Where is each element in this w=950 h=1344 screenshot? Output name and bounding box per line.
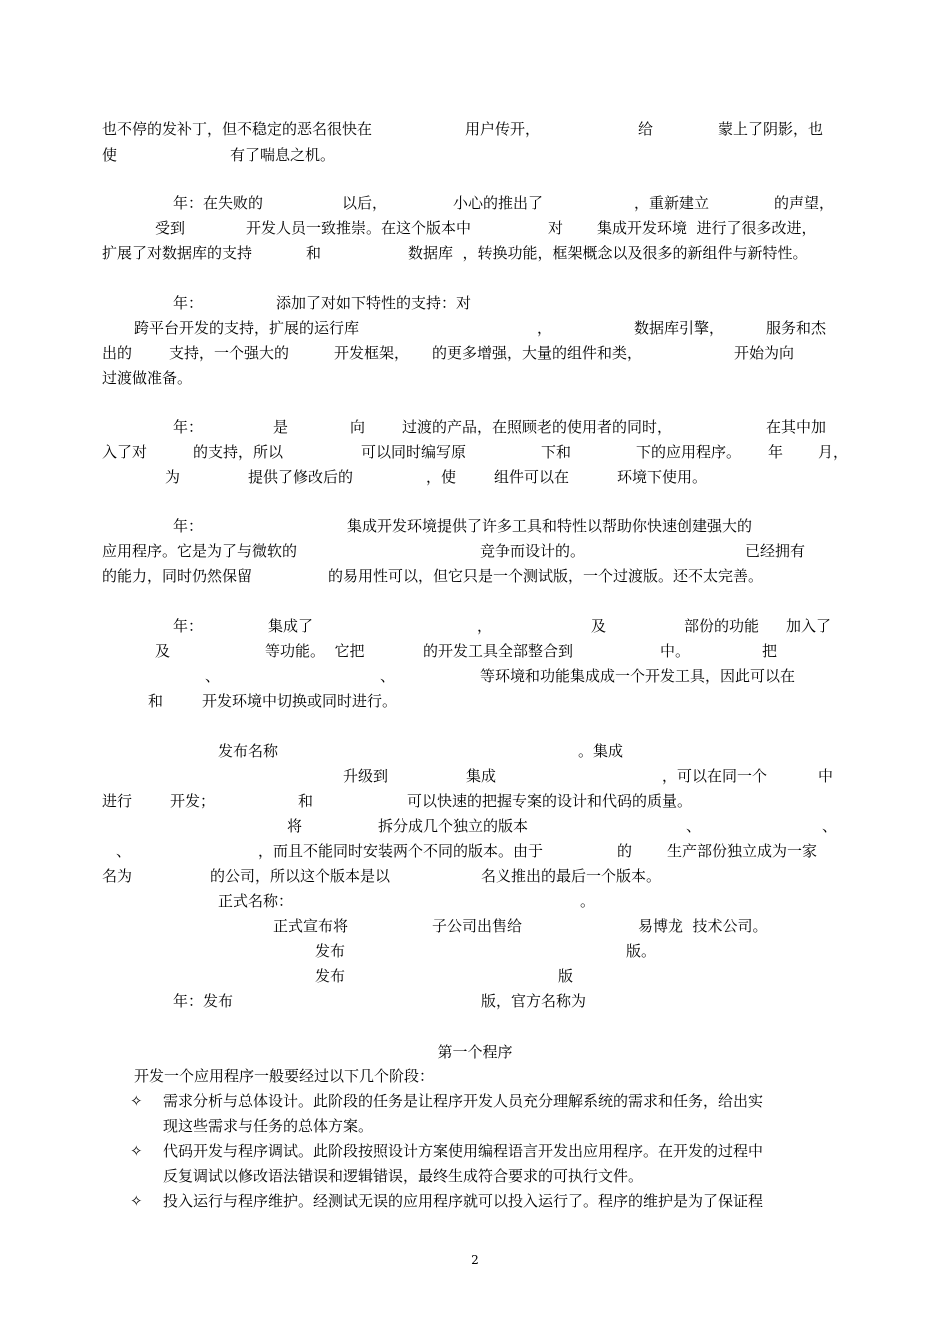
text-fragment: 给 (638, 120, 654, 138)
text-fragment: 中。 (660, 642, 691, 660)
bullet-text: 投入运行与程序维护。经测试无误的应用程序就可以投入运行了。程序的维护是为了保证程 (163, 1192, 764, 1210)
text-fragment: ，可以在同一个 (662, 767, 768, 785)
text-fragment: 的支持，所以 (193, 443, 284, 461)
text-fragment: 可以快速的把握专案的设计和代码的质量。 (407, 792, 693, 810)
text-fragment: 等环境和功能集成成一个开发工具，因此可以在 (480, 667, 796, 685)
text-fragment: 小心的推出了 (453, 194, 544, 212)
text-fragment: 蒙上了阴影，也 (718, 120, 824, 138)
text-fragment: 下和 (541, 443, 572, 461)
text-fragment: ， (477, 617, 493, 635)
text-fragment: 的易用性可以，但它只是一个测试版，一个过渡版。还不太完善。 (328, 567, 764, 585)
text-fragment: 应用程序。它是为了与微软的 (102, 542, 298, 560)
text-fragment: 入了对 (102, 443, 148, 461)
text-fragment: ，而且不能同时安装两个不同的版本。由于 (258, 842, 544, 860)
text-fragment: 过渡的产品，在照顾老的使用者的同时， (402, 418, 673, 436)
text-fragment: 已经拥有 (745, 542, 806, 560)
text-fragment: 进行 (102, 792, 133, 810)
bullet-text: 反复调试以修改语法错误和逻辑错误，最终生成符合要求的可执行文件。 (163, 1167, 644, 1185)
text-fragment: 受到 (155, 219, 186, 237)
text-fragment: 跨平台开发的支持，扩展的运行库 (134, 319, 360, 337)
text-fragment: 及 (591, 617, 607, 635)
bullet-icon: ✧ (130, 1092, 143, 1110)
text-fragment: 竞争而设计的。 (480, 542, 586, 560)
text-fragment: 、 (380, 667, 396, 685)
page-number: 2 (471, 1253, 479, 1267)
text-fragment: 用户传开， (465, 120, 541, 138)
bullet-icon: ✧ (130, 1142, 143, 1160)
text-fragment: 版，官方名称为 (481, 992, 587, 1010)
text-fragment: 年： (173, 617, 204, 635)
text-fragment: 的公司，所以这个版本是以 (210, 867, 391, 885)
text-fragment: ，使 (426, 468, 457, 486)
text-fragment: 发布名称 (218, 742, 279, 760)
intro-line: 开发一个应用程序一般要经过以下几个阶段： (134, 1067, 435, 1085)
text-fragment: 可以同时编写原 (361, 443, 467, 461)
text-fragment: 集成开发环境 进行了很多改进， (597, 219, 817, 237)
text-fragment: 名为 (102, 867, 133, 885)
text-fragment: 出的 (102, 344, 133, 362)
text-fragment: 使 (102, 146, 118, 164)
text-fragment: 部份的功能 (684, 617, 760, 635)
text-fragment: 添加了对如下特性的支持：对 (276, 294, 472, 312)
text-fragment: 对 (548, 219, 564, 237)
text-fragment: 易博龙 技术公司。 (638, 917, 768, 935)
text-fragment: 发布 (315, 942, 346, 960)
text-fragment: 集成开发环境提供了许多工具和特性以帮助你快速创建强大的 (347, 517, 753, 535)
text-fragment: 、 (686, 817, 702, 835)
bullet-text: 代码开发与程序调试。此阶段按照设计方案使用编程语言开发出应用程序。在开发的过程中 (163, 1142, 764, 1160)
text-fragment: 和 (298, 792, 314, 810)
text-fragment: 正式名称： (218, 892, 294, 910)
text-fragment: 。集成 (578, 742, 624, 760)
text-fragment: 正式宣布将 (273, 917, 349, 935)
text-fragment: 是 (273, 418, 289, 436)
text-fragment: 的声望， (774, 194, 835, 212)
text-fragment: 把 (762, 642, 778, 660)
text-fragment: 、 (822, 817, 838, 835)
text-fragment: 下的应用程序。 (636, 443, 742, 461)
text-fragment: 等功能。 它把 (265, 642, 365, 660)
text-fragment: 扩展了对数据库的支持 (102, 244, 253, 262)
text-fragment: 向 (350, 418, 366, 436)
text-fragment: 、 (205, 667, 221, 685)
text-fragment: 子公司出售给 (432, 917, 523, 935)
text-fragment: 版 (558, 967, 574, 985)
text-fragment: 开发环境中切换或同时进行。 (202, 692, 398, 710)
text-fragment: 中 (818, 767, 834, 785)
text-fragment: 月， (818, 443, 849, 461)
text-fragment: 和 (148, 692, 164, 710)
text-fragment: 过渡做准备。 (102, 369, 193, 387)
text-fragment: 版。 (626, 942, 657, 960)
text-fragment: 年： (173, 418, 204, 436)
text-fragment: 以后， (342, 194, 388, 212)
bullet-text: 需求分析与总体设计。此阶段的任务是让程序开发人员充分理解系统的需求和任务，给出实 (163, 1092, 764, 1110)
text-fragment: 开始为向 (734, 344, 795, 362)
text-fragment: 年：发布 (173, 992, 234, 1010)
text-fragment: 有了喘息之机。 (230, 146, 336, 164)
text-fragment: 将 (287, 817, 303, 835)
text-fragment: 数据库 ，转换功能，框架概念以及很多的新组件与新特性。 (408, 244, 808, 262)
text-fragment: 数据库引擎， (634, 319, 725, 337)
text-fragment: 加入了 (786, 617, 832, 635)
text-fragment: 年 (768, 443, 784, 461)
text-fragment: ， (537, 319, 553, 337)
text-fragment: 组件可以在 (494, 468, 570, 486)
text-fragment: 升级到 (343, 767, 389, 785)
text-fragment: 支持，一个强大的 (169, 344, 290, 362)
text-fragment: 生产部份独立成为一家 (667, 842, 818, 860)
text-fragment: 年： (173, 517, 204, 535)
text-fragment: 集成 (466, 767, 497, 785)
text-fragment: 提供了修改后的 (248, 468, 354, 486)
text-fragment: 开发； (170, 792, 216, 810)
text-fragment: 的开发工具全部整合到 (423, 642, 574, 660)
text-fragment: 拆分成几个独立的版本 (378, 817, 529, 835)
text-fragment: 为 (165, 468, 181, 486)
text-fragment: 、 (116, 842, 132, 860)
bullet-icon: ✧ (130, 1192, 143, 1210)
bullet-text: 现这些需求与任务的总体方案。 (163, 1117, 374, 1135)
text-fragment: 开发框架， (334, 344, 410, 362)
text-fragment: 服务和杰 (766, 319, 827, 337)
text-fragment: 集成了 (268, 617, 314, 635)
text-fragment: 名义推出的最后一个版本。 (481, 867, 662, 885)
text-fragment: ，重新建立 (634, 194, 710, 212)
text-fragment: 也不停的发补丁，但不稳定的恶名很快在 (102, 120, 373, 138)
text-fragment: 环境下使用。 (617, 468, 708, 486)
text-fragment: 的 (617, 842, 633, 860)
text-fragment: 。 (580, 892, 596, 910)
text-fragment: 的能力，同时仍然保留 (102, 567, 253, 585)
section-heading: 第一个程序 (437, 1043, 513, 1061)
text-fragment: 的更多增强，大量的组件和类， (432, 344, 643, 362)
text-fragment: 发布 (315, 967, 346, 985)
text-fragment: 在其中加 (766, 418, 827, 436)
text-fragment: 及 (155, 642, 171, 660)
text-fragment: 和 (306, 244, 322, 262)
text-fragment: 年：在失败的 (173, 194, 264, 212)
text-fragment: 年： (173, 294, 204, 312)
text-fragment: 开发人员一致推崇。在这个版本中 (246, 219, 472, 237)
